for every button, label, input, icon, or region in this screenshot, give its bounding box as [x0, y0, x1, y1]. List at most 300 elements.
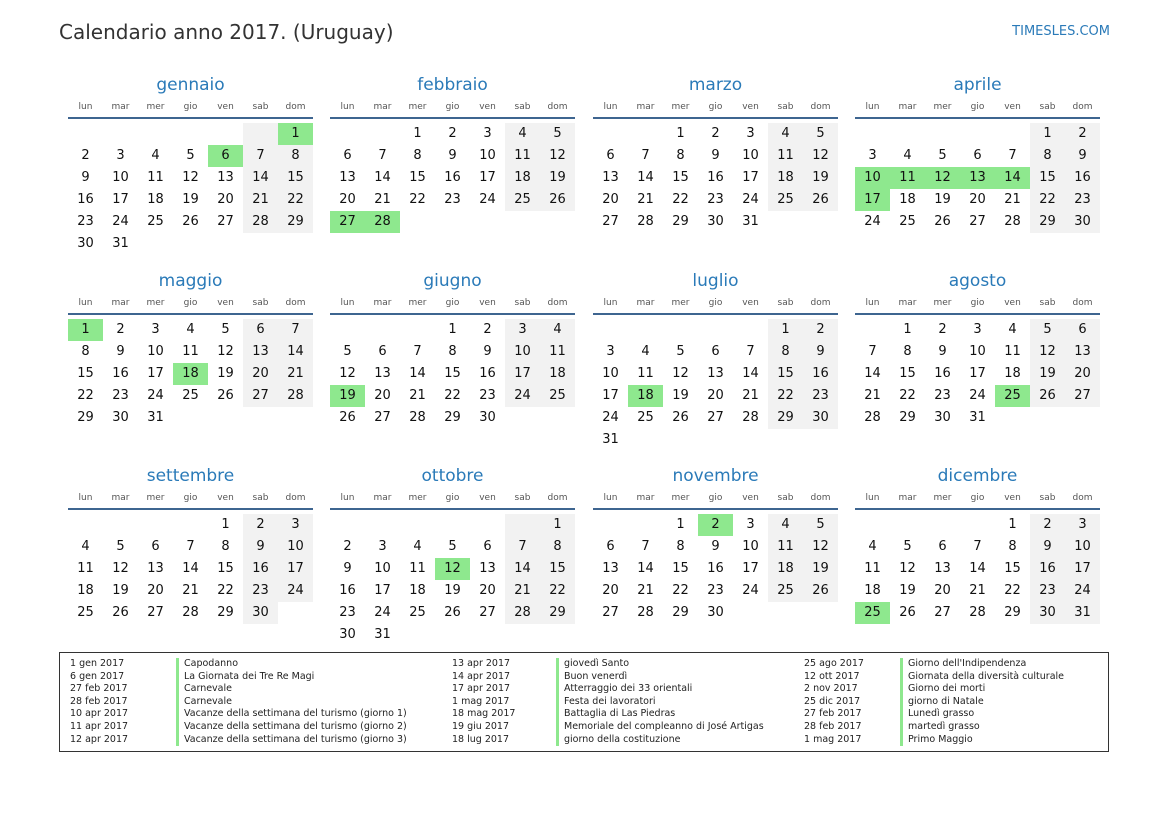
- legend-date: 27 feb 2017: [804, 708, 862, 720]
- weekday-label: dom: [1072, 298, 1093, 308]
- day-cell: 2: [483, 322, 492, 337]
- empty-day-cell: [173, 233, 208, 255]
- day-cell: 4: [903, 148, 912, 163]
- day-cell: 9: [343, 561, 352, 576]
- month-agosto: [855, 270, 1100, 429]
- day-grid: [330, 514, 575, 646]
- weekday-label: mar: [373, 298, 392, 308]
- day-cell: 6: [378, 344, 387, 359]
- holiday-day-cell: 10: [855, 167, 890, 189]
- holiday-day-cell: 18: [628, 385, 663, 407]
- day-cell: 14: [637, 170, 654, 185]
- day-cell: 26: [803, 189, 838, 211]
- day-cell: 22: [278, 189, 313, 211]
- day-grid: [593, 123, 838, 233]
- empty-day-cell: [540, 211, 575, 233]
- month-title: novembre: [672, 466, 759, 486]
- day-cell: 17: [147, 366, 164, 381]
- legend-holiday-name: Festa dei lavoratori: [564, 695, 656, 707]
- weekday-header: [855, 490, 1100, 510]
- legend-holiday-name: Capodanno: [184, 658, 239, 669]
- month-febbraio: [330, 74, 575, 233]
- empty-day-cell: [138, 123, 173, 145]
- day-cell: 29: [768, 407, 803, 429]
- holiday-day-cell: 12: [435, 558, 470, 580]
- legend-date: 13 apr 2017: [452, 658, 511, 669]
- day-cell: 27: [147, 605, 164, 620]
- day-cell: 18: [77, 583, 94, 598]
- day-cell: 4: [1008, 322, 1017, 337]
- month-title: maggio: [158, 271, 223, 291]
- weekday-label: sab: [777, 298, 794, 308]
- day-cell: 18: [768, 167, 803, 189]
- empty-day-cell: [698, 429, 733, 451]
- day-cell: 26: [444, 605, 461, 620]
- day-cell: 2: [938, 322, 947, 337]
- day-cell: 21: [182, 583, 199, 598]
- weekday-header: [593, 490, 838, 510]
- legend-holiday-name: La Giornata dei Tre Re Magi: [184, 670, 315, 682]
- weekday-label: mar: [898, 493, 917, 503]
- day-cell: 18: [899, 192, 916, 207]
- empty-day-cell: [435, 211, 470, 233]
- day-cell: 15: [444, 366, 461, 381]
- day-cell: 26: [540, 189, 575, 211]
- day-cell: 24: [742, 192, 759, 207]
- weekday-header: [68, 99, 313, 119]
- day-cell: 22: [1004, 583, 1021, 598]
- day-cell: 16: [1030, 558, 1065, 580]
- empty-day-cell: [593, 514, 628, 536]
- legend-holiday-name: Giorno dell'Indipendenza: [908, 658, 1027, 669]
- day-cell: 22: [1030, 189, 1065, 211]
- weekday-label: sab: [514, 493, 531, 503]
- legend-holiday-name: Vacanze della settimana del turismo (giorno 1): [184, 708, 407, 720]
- day-cell: 11: [1004, 344, 1021, 359]
- month-ottobre: [330, 465, 575, 646]
- empty-day-cell: [1030, 407, 1065, 429]
- day-cell: 4: [505, 123, 540, 145]
- day-cell: 6: [938, 539, 947, 554]
- day-cell: 26: [1030, 385, 1065, 407]
- legend-holiday-name: Carnevale: [184, 683, 232, 695]
- holiday-day-cell: 14: [995, 167, 1030, 189]
- day-grid: [68, 123, 313, 255]
- weekday-label: gio: [970, 102, 985, 112]
- empty-day-cell: [960, 514, 995, 536]
- weekday-label: gio: [445, 298, 460, 308]
- day-cell: 2: [243, 514, 278, 536]
- day-cell: 16: [444, 170, 461, 185]
- weekday-label: gio: [708, 102, 723, 112]
- weekday-label: mer: [933, 102, 952, 112]
- month-title: aprile: [953, 75, 1002, 95]
- weekday-label: sab: [777, 102, 794, 112]
- empty-day-cell: [330, 319, 365, 341]
- month-title: marzo: [688, 75, 743, 95]
- day-cell: 16: [479, 366, 496, 381]
- day-grid: [855, 123, 1100, 233]
- empty-day-cell: [400, 624, 435, 646]
- day-cell: 9: [448, 148, 457, 163]
- weekday-label: mer: [408, 102, 427, 112]
- day-cell: 3: [973, 322, 982, 337]
- day-cell: 19: [182, 192, 199, 207]
- day-cell: 7: [746, 344, 755, 359]
- empty-day-cell: [803, 211, 838, 233]
- day-cell: 17: [602, 388, 619, 403]
- day-cell: 12: [672, 366, 689, 381]
- day-cell: 24: [1065, 580, 1100, 602]
- day-cell: 17: [112, 192, 129, 207]
- day-cell: 7: [641, 148, 650, 163]
- weekday-label: lun: [340, 102, 355, 112]
- day-cell: 6: [606, 539, 615, 554]
- month-marzo: [593, 74, 838, 233]
- weekday-label: ven: [1004, 298, 1021, 308]
- day-cell: 18: [505, 167, 540, 189]
- day-cell: 26: [182, 214, 199, 229]
- day-cell: 19: [899, 583, 916, 598]
- day-cell: 25: [899, 214, 916, 229]
- holiday-legend: [59, 652, 1109, 752]
- day-cell: 27: [1065, 385, 1100, 407]
- day-cell: 4: [186, 322, 195, 337]
- day-cell: 1: [1030, 123, 1065, 145]
- month-title: dicembre: [937, 466, 1018, 486]
- day-cell: 30: [479, 410, 496, 425]
- day-cell: 22: [672, 583, 689, 598]
- empty-day-cell: [68, 514, 103, 536]
- day-cell: 16: [707, 170, 724, 185]
- legend-date: 14 apr 2017: [452, 670, 511, 682]
- day-cell: 1: [1008, 517, 1017, 532]
- day-cell: 3: [378, 539, 387, 554]
- day-cell: 26: [934, 214, 951, 229]
- day-cell: 3: [278, 514, 313, 536]
- day-cell: 11: [77, 561, 94, 576]
- month-title: gennaio: [156, 75, 225, 95]
- day-cell: 27: [969, 214, 986, 229]
- day-cell: 16: [77, 192, 94, 207]
- empty-day-cell: [400, 319, 435, 341]
- weekday-label: mer: [146, 493, 165, 503]
- weekday-label: dom: [810, 493, 831, 503]
- weekday-label: mar: [373, 493, 392, 503]
- day-cell: 21: [374, 192, 391, 207]
- day-cell: 29: [672, 214, 689, 229]
- day-cell: 19: [217, 366, 234, 381]
- day-cell: 13: [602, 170, 619, 185]
- empty-day-cell: [768, 211, 803, 233]
- empty-day-cell: [855, 123, 890, 145]
- day-cell: 19: [934, 192, 951, 207]
- legend-holiday-name: giorno di Natale: [908, 695, 984, 707]
- day-cell: 11: [768, 536, 803, 558]
- empty-day-cell: [855, 514, 890, 536]
- month-maggio: [68, 270, 313, 429]
- day-cell: 23: [479, 388, 496, 403]
- day-cell: 28: [243, 211, 278, 233]
- day-cell: 19: [540, 167, 575, 189]
- weekday-label: mar: [898, 298, 917, 308]
- day-cell: 9: [116, 344, 125, 359]
- weekday-label: dom: [547, 298, 568, 308]
- empty-day-cell: [365, 123, 400, 145]
- day-cell: 28: [637, 214, 654, 229]
- empty-day-cell: [890, 514, 925, 536]
- day-cell: 29: [899, 410, 916, 425]
- weekday-label: gio: [183, 102, 198, 112]
- day-cell: 11: [637, 366, 654, 381]
- legend-date: 1 gen 2017: [70, 658, 125, 669]
- day-cell: 10: [742, 539, 759, 554]
- weekday-header: [330, 490, 575, 510]
- weekday-label: mer: [146, 102, 165, 112]
- day-cell: 7: [641, 539, 650, 554]
- day-cell: 19: [1030, 363, 1065, 385]
- day-cell: 3: [151, 322, 160, 337]
- day-cell: 28: [742, 410, 759, 425]
- day-cell: 11: [864, 561, 881, 576]
- day-cell: 24: [112, 214, 129, 229]
- month-settembre: [68, 465, 313, 624]
- day-cell: 3: [746, 126, 755, 141]
- weekday-label: dom: [285, 102, 306, 112]
- day-cell: 14: [637, 561, 654, 576]
- empty-day-cell: [628, 514, 663, 536]
- day-cell: 14: [864, 366, 881, 381]
- day-cell: 27: [374, 410, 391, 425]
- day-cell: 4: [768, 123, 803, 145]
- weekday-label: mer: [671, 493, 690, 503]
- day-cell: 24: [742, 583, 759, 598]
- empty-day-cell: [243, 233, 278, 255]
- legend-date: 25 dic 2017: [804, 695, 861, 707]
- day-cell: 24: [505, 385, 540, 407]
- day-cell: 31: [1065, 602, 1100, 624]
- day-grid: [593, 319, 838, 451]
- weekday-label: ven: [742, 493, 759, 503]
- day-cell: 20: [339, 192, 356, 207]
- legend-holiday-name: Buon venerdì: [564, 670, 628, 682]
- day-cell: 9: [1030, 536, 1065, 558]
- day-cell: 15: [1004, 561, 1021, 576]
- day-cell: 27: [217, 214, 234, 229]
- empty-day-cell: [960, 123, 995, 145]
- day-grid: [330, 319, 575, 429]
- day-cell: 15: [768, 363, 803, 385]
- empty-day-cell: [365, 319, 400, 341]
- weekday-label: sab: [252, 298, 269, 308]
- day-cell: 11: [540, 341, 575, 363]
- day-cell: 7: [186, 539, 195, 554]
- day-cell: 19: [672, 388, 689, 403]
- day-cell: 24: [479, 192, 496, 207]
- month-dicembre: [855, 465, 1100, 624]
- day-cell: 8: [221, 539, 230, 554]
- day-cell: 29: [444, 410, 461, 425]
- weekday-label: mer: [408, 493, 427, 503]
- day-cell: 2: [343, 539, 352, 554]
- day-cell: 28: [969, 605, 986, 620]
- legend-date: 27 feb 2017: [70, 683, 128, 695]
- day-cell: 14: [278, 341, 313, 363]
- empty-day-cell: [925, 123, 960, 145]
- day-cell: 27: [602, 605, 619, 620]
- weekday-header: [330, 295, 575, 315]
- day-cell: 11: [182, 344, 199, 359]
- weekday-label: lun: [340, 298, 355, 308]
- legend-date: 12 apr 2017: [70, 733, 129, 745]
- day-cell: 27: [479, 605, 496, 620]
- day-cell: 20: [707, 388, 724, 403]
- day-cell: 7: [868, 344, 877, 359]
- empty-day-cell: [1065, 407, 1100, 429]
- day-cell: 13: [374, 366, 391, 381]
- weekday-label: gio: [708, 298, 723, 308]
- empty-day-cell: [208, 233, 243, 255]
- day-cell: 20: [147, 583, 164, 598]
- day-cell: 2: [448, 126, 457, 141]
- day-cell: 1: [413, 126, 422, 141]
- day-cell: 17: [374, 583, 391, 598]
- weekday-label: mar: [373, 102, 392, 112]
- day-cell: 25: [182, 388, 199, 403]
- empty-day-cell: [278, 233, 313, 255]
- day-cell: 23: [803, 385, 838, 407]
- day-cell: 4: [641, 344, 650, 359]
- day-cell: 28: [864, 410, 881, 425]
- day-cell: 8: [81, 344, 90, 359]
- day-cell: 3: [116, 148, 125, 163]
- day-cell: 21: [409, 388, 426, 403]
- legend-holiday-name: Vacanze della settimana del turismo (giorno 3): [184, 733, 407, 745]
- day-cell: 5: [116, 539, 125, 554]
- holiday-day-cell: 1: [68, 319, 103, 341]
- brand-link[interactable]: TIMESLES.COM: [1012, 24, 1110, 39]
- day-cell: 2: [81, 148, 90, 163]
- empty-day-cell: [138, 233, 173, 255]
- holiday-day-cell: 2: [698, 514, 733, 536]
- day-cell: 3: [868, 148, 877, 163]
- day-cell: 25: [77, 605, 94, 620]
- day-cell: 15: [278, 167, 313, 189]
- day-cell: 30: [112, 410, 129, 425]
- legend-holiday-name: Battaglia di Las Piedras: [564, 708, 676, 720]
- day-cell: 9: [1065, 145, 1100, 167]
- weekday-label: mer: [671, 102, 690, 112]
- empty-day-cell: [278, 602, 313, 624]
- holiday-day-cell: 12: [925, 167, 960, 189]
- day-cell: 14: [742, 366, 759, 381]
- day-cell: 28: [637, 605, 654, 620]
- day-cell: 10: [278, 536, 313, 558]
- empty-day-cell: [435, 514, 470, 536]
- day-cell: 18: [768, 558, 803, 580]
- day-cell: 20: [602, 192, 619, 207]
- day-cell: 26: [339, 410, 356, 425]
- weekday-label: sab: [777, 493, 794, 503]
- weekday-label: gio: [445, 493, 460, 503]
- empty-day-cell: [505, 407, 540, 429]
- empty-day-cell: [330, 123, 365, 145]
- day-cell: 5: [540, 123, 575, 145]
- day-cell: 10: [602, 366, 619, 381]
- weekday-label: lun: [865, 493, 880, 503]
- weekday-label: sab: [1039, 298, 1056, 308]
- day-cell: 7: [243, 145, 278, 167]
- day-cell: 10: [147, 344, 164, 359]
- day-cell: 10: [112, 170, 129, 185]
- day-cell: 24: [278, 580, 313, 602]
- weekday-header: [593, 295, 838, 315]
- weekday-label: dom: [547, 102, 568, 112]
- day-cell: 8: [278, 145, 313, 167]
- day-cell: 22: [672, 192, 689, 207]
- empty-day-cell: [243, 123, 278, 145]
- day-cell: 8: [1008, 539, 1017, 554]
- day-cell: 15: [77, 366, 94, 381]
- page-title: Calendario anno 2017. (Uruguay): [59, 20, 394, 44]
- day-cell: 20: [243, 363, 278, 385]
- legend-holiday-name: Carnevale: [184, 695, 232, 707]
- weekday-label: ven: [479, 493, 496, 503]
- day-cell: 5: [448, 539, 457, 554]
- day-cell: 9: [81, 170, 90, 185]
- day-cell: 25: [540, 385, 575, 407]
- weekday-label: sab: [514, 298, 531, 308]
- weekday-label: gio: [183, 298, 198, 308]
- day-cell: 23: [243, 580, 278, 602]
- day-cell: 9: [711, 148, 720, 163]
- day-cell: 26: [217, 388, 234, 403]
- empty-day-cell: [628, 123, 663, 145]
- day-cell: 3: [505, 319, 540, 341]
- day-cell: 5: [343, 344, 352, 359]
- weekday-label: mar: [111, 493, 130, 503]
- day-cell: 9: [483, 344, 492, 359]
- weekday-label: dom: [810, 102, 831, 112]
- weekday-label: mer: [408, 298, 427, 308]
- empty-day-cell: [400, 514, 435, 536]
- day-cell: 17: [479, 170, 496, 185]
- day-grid: [855, 319, 1100, 429]
- weekday-label: dom: [1072, 102, 1093, 112]
- legend-date: 25 ago 2017: [804, 658, 864, 669]
- day-cell: 20: [969, 192, 986, 207]
- empty-day-cell: [173, 514, 208, 536]
- day-cell: 21: [864, 388, 881, 403]
- day-cell: 8: [768, 341, 803, 363]
- day-cell: 23: [934, 388, 951, 403]
- day-cell: 31: [147, 410, 164, 425]
- day-cell: 17: [278, 558, 313, 580]
- day-cell: 12: [217, 344, 234, 359]
- day-cell: 10: [479, 148, 496, 163]
- day-cell: 12: [339, 366, 356, 381]
- day-cell: 14: [969, 561, 986, 576]
- day-cell: 18: [540, 363, 575, 385]
- legend-date: 28 feb 2017: [804, 720, 862, 732]
- day-cell: 5: [803, 514, 838, 536]
- day-cell: 13: [707, 366, 724, 381]
- month-title: agosto: [948, 271, 1007, 291]
- day-cell: 30: [803, 407, 838, 429]
- day-cell: 13: [934, 561, 951, 576]
- empty-day-cell: [663, 429, 698, 451]
- legend-holiday-name: Giornata della diversità culturale: [908, 670, 1064, 682]
